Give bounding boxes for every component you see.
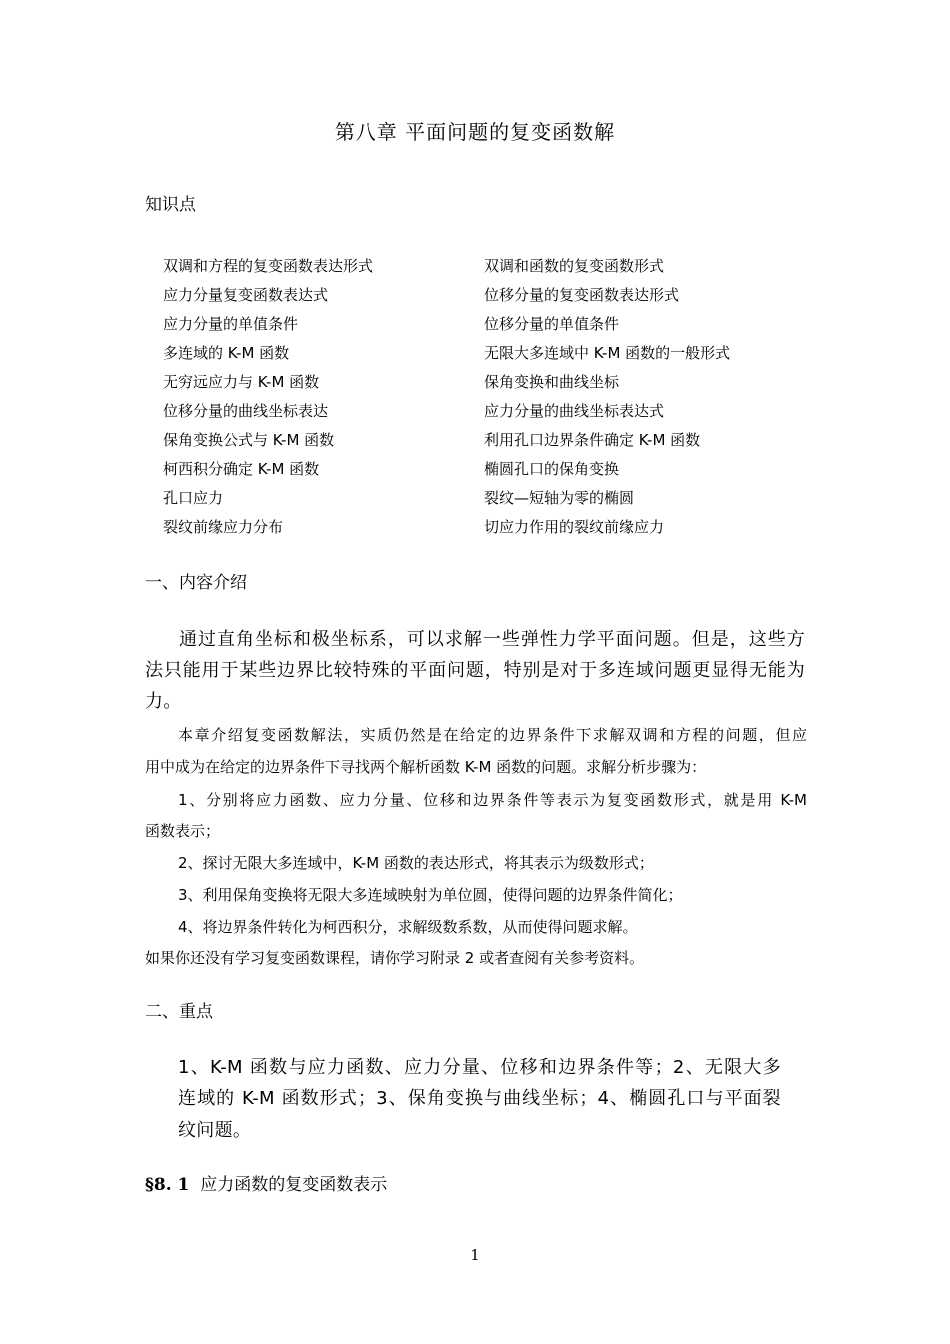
knowledge-point: 位移分量的曲线坐标表达 bbox=[163, 402, 329, 420]
key-points-line: 连域的 K-M 函数形式；3、保角变换与曲线坐标；4、椭圆孔口与平面裂 bbox=[178, 1088, 781, 1109]
section-number: §8. 1 bbox=[145, 1175, 190, 1195]
section-heading-key-points: 二、重点 bbox=[145, 1002, 213, 1022]
knowledge-point: 无穷远应力与 K-M 函数 bbox=[163, 373, 320, 391]
knowledge-point: 应力分量的单值条件 bbox=[163, 315, 299, 333]
paragraph-line: 力。 bbox=[145, 691, 182, 712]
knowledge-point: 位移分量的复变函数表达形式 bbox=[484, 286, 680, 304]
page-number: 1 bbox=[470, 1246, 480, 1264]
knowledge-heading: 知识点 bbox=[145, 195, 196, 215]
knowledge-point: 利用孔口边界条件确定 K-M 函数 bbox=[484, 431, 701, 449]
knowledge-point: 裂纹前缘应力分布 bbox=[163, 518, 284, 536]
knowledge-point: 保角变换和曲线坐标 bbox=[484, 373, 620, 391]
step-line: 4、将边界条件转化为柯西积分，求解级数系数，从而使得问题求解。 bbox=[178, 918, 638, 936]
knowledge-point: 无限大多连域中 K-M 函数的一般形式 bbox=[484, 344, 731, 362]
paragraph-line: 法只能用于某些边界比较特殊的平面问题，特别是对于多连域问题更显得无能为 bbox=[145, 660, 805, 681]
paragraph-line: 通过直角坐标和极坐标系，可以求解一些弹性力学平面问题。但是，这些方 bbox=[179, 629, 805, 650]
reference-note: 如果你还没有学习复变函数课程，请你学习附录 2 或者查阅有关参考资料。 bbox=[145, 949, 645, 967]
knowledge-point: 柯西积分确定 K-M 函数 bbox=[163, 460, 320, 478]
knowledge-point: 孔口应力 bbox=[163, 489, 224, 507]
knowledge-point: 切应力作用的裂纹前缘应力 bbox=[484, 518, 665, 536]
step-line: 3、利用保角变换将无限大多连域映射为单位圆，使得问题的边界条件简化； bbox=[178, 886, 683, 904]
knowledge-point: 双调和函数的复变函数形式 bbox=[484, 257, 665, 275]
chapter-title: 第八章 平面问题的复变函数解 bbox=[334, 120, 616, 144]
knowledge-point: 应力分量的曲线坐标表达式 bbox=[484, 402, 665, 420]
section-title: 应力函数的复变函数表示 bbox=[200, 1175, 388, 1195]
knowledge-point: 应力分量复变函数表达式 bbox=[163, 286, 329, 304]
step-line: 2、探讨无限大多连域中，K-M 函数的表达形式，将其表示为级数形式； bbox=[178, 854, 654, 872]
knowledge-point: 裂纹—短轴为零的椭圆 bbox=[484, 489, 635, 507]
key-points-line: 纹问题。 bbox=[178, 1120, 252, 1141]
paragraph-line: 本章介绍复变函数解法，实质仍然是在给定的边界条件下求解双调和方程的问题，但应 bbox=[178, 726, 807, 744]
step-line: 1、分别将应力函数、应力分量、位移和边界条件等表示为复变函数形式，就是用 K-M bbox=[178, 791, 807, 809]
section-heading-intro: 一、内容介绍 bbox=[145, 573, 247, 593]
knowledge-point: 位移分量的单值条件 bbox=[484, 315, 620, 333]
knowledge-point: 保角变换公式与 K-M 函数 bbox=[163, 431, 335, 449]
knowledge-point: 多连域的 K-M 函数 bbox=[163, 344, 290, 362]
knowledge-point: 双调和方程的复变函数表达形式 bbox=[163, 257, 374, 275]
key-points-line: 1、K-M 函数与应力函数、应力分量、位移和边界条件等；2、无限大多 bbox=[178, 1057, 781, 1078]
paragraph-line: 用中成为在给定的边界条件下寻找两个解析函数 K-M 函数的问题。求解分析步骤为： bbox=[145, 758, 707, 776]
section-heading-8-1 bbox=[145, 1170, 387, 1195]
step-line: 函数表示； bbox=[145, 822, 221, 840]
knowledge-point: 椭圆孔口的保角变换 bbox=[484, 460, 620, 478]
